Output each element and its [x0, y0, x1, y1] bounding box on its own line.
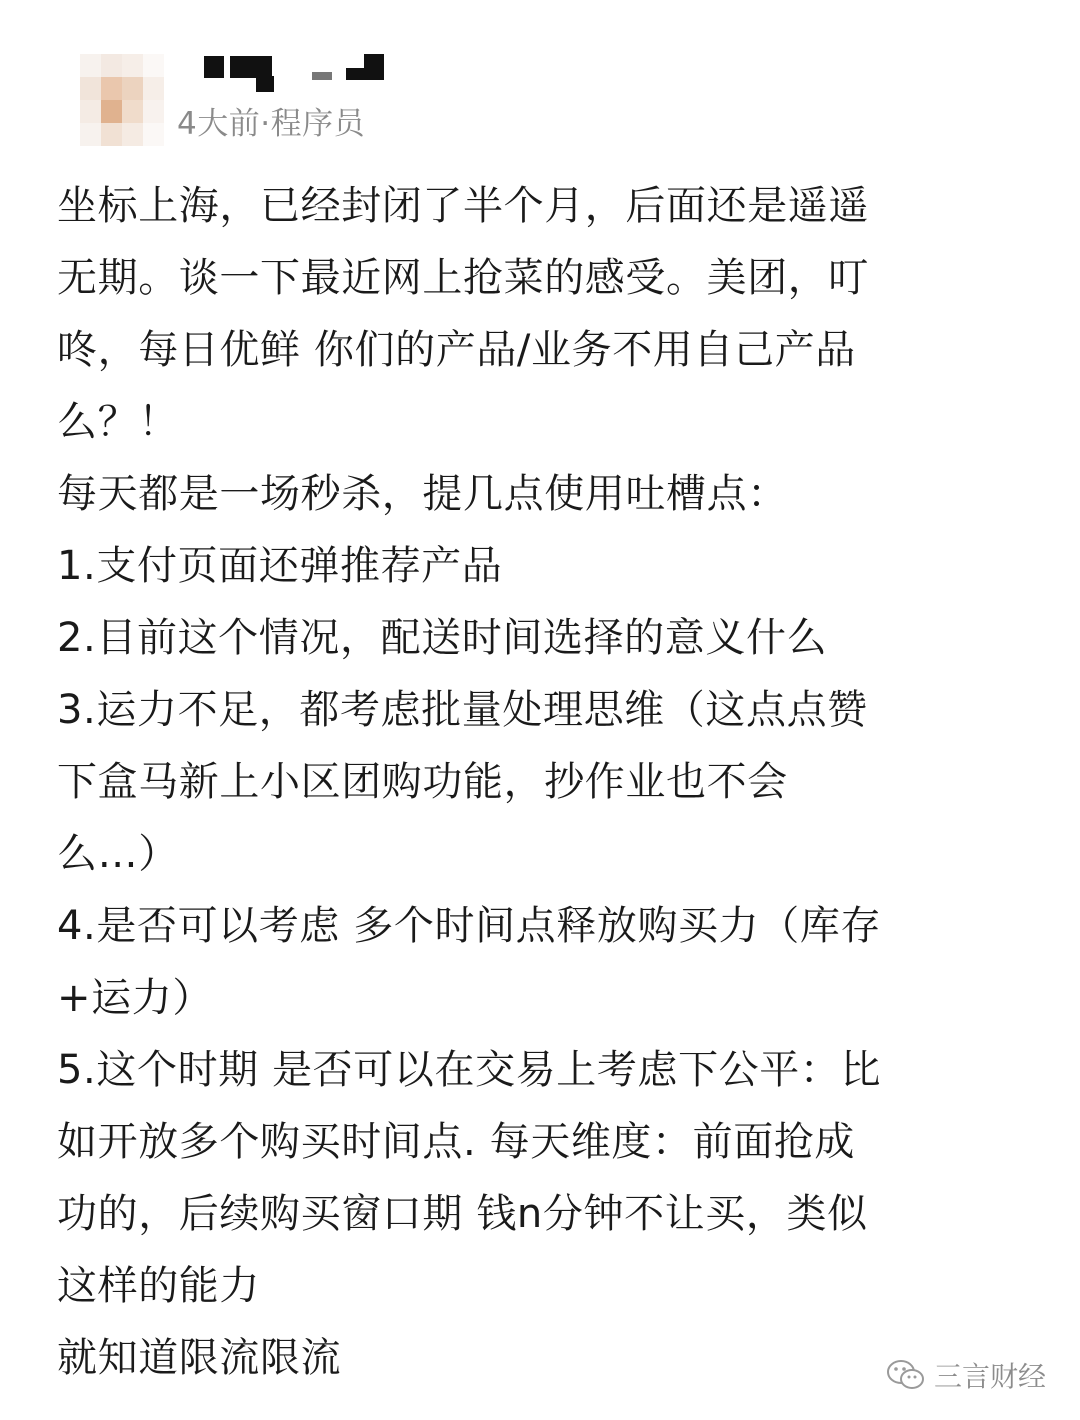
content-line: 咚，每日优鲜 你们的产品/业务不用自己产品	[57, 327, 856, 373]
wechat-icon	[886, 1358, 926, 1392]
post-header	[80, 54, 980, 154]
post-meta: 4大前·程序员	[177, 106, 366, 142]
content-line: 4.是否可以考虑 多个时间点释放购买力（库存	[57, 903, 882, 949]
content-line: 1.支付页面还弹推荐产品	[57, 543, 503, 589]
content-line: 么…）	[57, 831, 179, 877]
content-line: 么？！	[57, 399, 179, 445]
content-line: 如开放多个购买时间点. 每天维度：前面抢成	[57, 1119, 856, 1165]
content-line: 每天都是一场秒杀，提几点使用吐槽点：	[57, 471, 788, 517]
post-content	[57, 170, 1027, 1394]
avatar[interactable]	[80, 54, 164, 146]
content-line: 下盒马新上小区团购功能，抄作业也不会	[57, 759, 788, 805]
content-line: +运力）	[57, 975, 213, 1021]
content-line: 无期。谈一下最近网上抢菜的感受。美团，叮	[57, 255, 869, 301]
content-line: 5.这个时期 是否可以在交易上考虑下公平：比	[57, 1047, 882, 1093]
watermark-text: 三言财经	[933, 1360, 1046, 1393]
content-line: 坐标上海，已经封闭了半个月，后面还是遥遥	[57, 183, 869, 229]
username-redacted[interactable]	[196, 54, 476, 94]
watermark	[886, 1355, 1046, 1395]
content-line: 功的，后续购买窗口期 钱n分钟不让买，类似	[57, 1191, 868, 1237]
content-line: 这样的能力	[57, 1263, 260, 1309]
content-line: 2.目前这个情况，配送时间选择的意义什么	[57, 615, 828, 661]
content-line: 3.运力不足，都考虑批量处理思维（这点点赞	[57, 687, 868, 733]
content-line: 就知道限流限流	[57, 1335, 342, 1381]
